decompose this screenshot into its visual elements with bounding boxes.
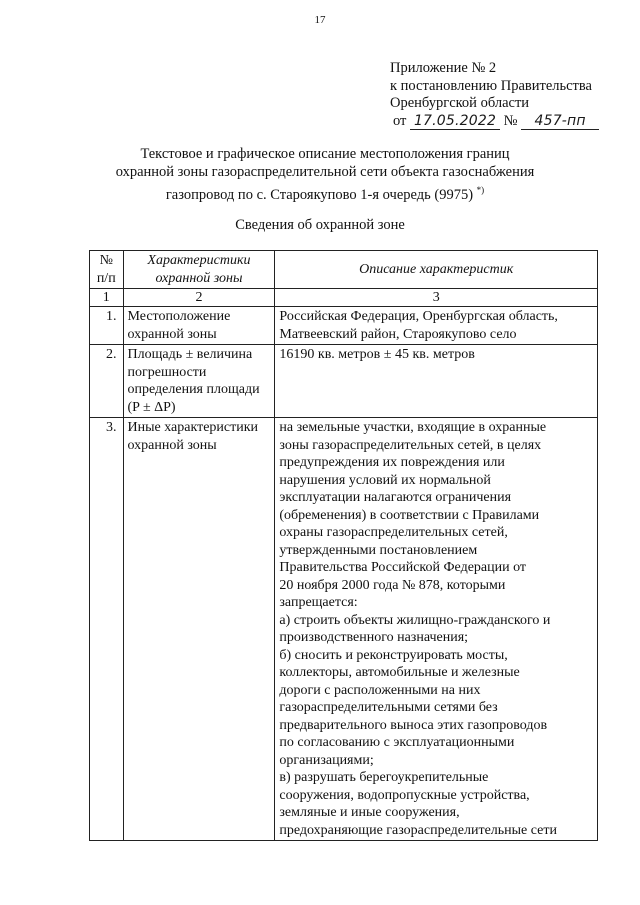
description-line: а) строить объекты жилищно-гражданского и bbox=[279, 612, 551, 628]
header-description: Описание характеристик bbox=[275, 251, 598, 289]
description-line: охраны газораспределительных сетей, bbox=[279, 525, 508, 540]
description-line: предупреждения их повреждения или bbox=[279, 455, 505, 470]
description-line: зоны газораспределительных сетей, в целях bbox=[279, 437, 542, 453]
description-line: 20 ноября 2000 года № 878, которыми bbox=[279, 577, 506, 593]
description-line: нарушения условий их нормальной bbox=[279, 472, 491, 488]
handwritten-date: 17.05.2022 bbox=[410, 114, 500, 130]
description-line: организациями; bbox=[279, 752, 374, 768]
title-line: Текстовое и графическое описание местоположения границ bbox=[140, 146, 510, 162]
description-line: б) сносить и реконструировать мосты, bbox=[279, 647, 508, 663]
description-line: производственного назначения; bbox=[279, 630, 469, 645]
row-characteristic: Местоположение охранной зоны bbox=[123, 307, 275, 345]
document-title bbox=[60, 145, 590, 204]
description-line: в) разрушать берегоукрепительные bbox=[279, 770, 489, 785]
index-cell: 1 bbox=[90, 289, 124, 307]
protection-zone-table bbox=[89, 250, 598, 841]
description-line: коллекторы, автомобильные и железные bbox=[279, 665, 520, 680]
description-line: предохраняющие газораспределительные сети bbox=[279, 822, 557, 838]
row-description bbox=[275, 345, 598, 418]
header-number: № п/п bbox=[90, 251, 124, 289]
row-characteristic: Иные характеристики охранной зоны bbox=[123, 418, 275, 841]
description-line: (обременения) в соответствии с Правилами bbox=[279, 507, 540, 523]
description-line: газораспределительными сетями без bbox=[279, 700, 498, 715]
description-line: Матвеевский район, Староякупово село bbox=[279, 326, 517, 342]
description-line: утвержденными постановлением bbox=[279, 542, 478, 558]
description-line: земляные и иные сооружения, bbox=[279, 805, 460, 820]
header-characteristic: Характеристики охранной зоны bbox=[123, 251, 275, 289]
description-line: запрещается: bbox=[279, 595, 358, 610]
title-line-text: газопровод по с. Староякупово 1-я очередь (9975) bbox=[165, 186, 474, 203]
table-index-row bbox=[90, 289, 598, 307]
index-cell: 3 bbox=[275, 289, 598, 307]
row-number: 2. bbox=[90, 345, 124, 418]
row-number: 3. bbox=[90, 418, 124, 841]
handwritten-number: 457-пп bbox=[521, 114, 599, 130]
table-row bbox=[90, 345, 598, 418]
appendix-line: Приложение № 2 bbox=[390, 60, 497, 76]
table-row bbox=[90, 418, 598, 841]
row-description bbox=[275, 418, 598, 841]
description-line: дороги с расположенными на них bbox=[279, 682, 481, 698]
appendix-block bbox=[390, 60, 599, 130]
description-line: на земельные участки, входящие в охранные bbox=[279, 420, 547, 435]
row-characteristic: Площадь ± величина погрешности определения площади (P ± ΔP) bbox=[123, 345, 275, 418]
description-line: по согласованию с эксплуатационными bbox=[279, 735, 515, 750]
table-row bbox=[90, 307, 598, 345]
description-line: эксплуатации налагаются ограничения bbox=[279, 490, 512, 505]
description-line: Правительства Российской Федерации от bbox=[279, 560, 527, 575]
title-line: охранной зоны газораспределительной сети объекта газоснабжения bbox=[115, 164, 535, 180]
date-prefix: от bbox=[393, 112, 407, 129]
description-line: Российская Федерация, Оренбургская область, bbox=[279, 309, 558, 324]
title-line bbox=[60, 181, 590, 204]
section-title: Сведения об охранной зоне bbox=[235, 217, 405, 233]
row-number: 1. bbox=[90, 307, 124, 345]
description-line: сооружения, водопропускные устройства, bbox=[279, 787, 530, 803]
appendix-date-line bbox=[393, 113, 599, 131]
page-number: 17 bbox=[314, 14, 326, 26]
row-description bbox=[275, 307, 598, 345]
index-cell: 2 bbox=[123, 289, 275, 307]
appendix-line: Оренбургской области bbox=[390, 95, 530, 111]
appendix-line: к постановлению Правительства bbox=[390, 77, 592, 94]
description-line: предварительного выноса этих газопроводов bbox=[279, 717, 548, 733]
description-line: 16190 кв. метров ± 45 кв. метров bbox=[279, 347, 475, 362]
table-header-row bbox=[90, 251, 598, 289]
footnote-mark: *) bbox=[476, 185, 485, 195]
number-sign: № bbox=[503, 112, 518, 129]
